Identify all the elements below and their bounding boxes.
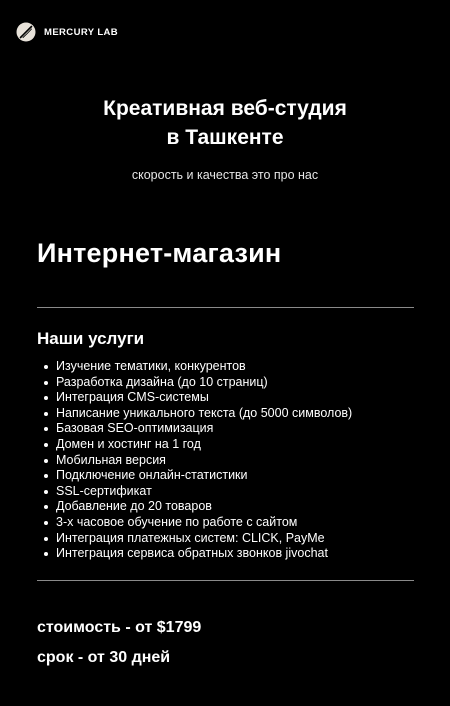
term-text: срок - от 30 дней <box>37 649 171 666</box>
service-item: Базовая SEO-оптимизация <box>40 421 352 437</box>
service-item: Интеграция сервиса обратных звонков jivochat <box>40 546 352 562</box>
hero-title <box>0 94 450 152</box>
site-header <box>16 22 118 42</box>
service-item: Разработка дизайна (до 10 страниц) <box>40 375 352 391</box>
brand-name[interactable]: MERCURY LAB <box>44 26 119 38</box>
mercury-logo-icon[interactable] <box>16 22 36 42</box>
price-text: стоимость - от $1799 <box>37 619 202 636</box>
service-item: Мобильная версия <box>40 453 352 469</box>
hero-section <box>0 94 450 182</box>
service-item: Добавление до 20 товаров <box>40 499 352 515</box>
service-item: SSL-сертификат <box>40 484 352 500</box>
services-title: Наши услуги <box>37 329 145 348</box>
product-title: Интернет-магазин <box>37 238 282 268</box>
hero-title-line-2: в Ташкенте <box>166 126 284 149</box>
service-item: 3-х часовое обучение по работе с сайтом <box>40 515 352 531</box>
divider-bottom <box>37 580 414 581</box>
service-item: Интеграция платежных систем: CLICK, PayMe <box>40 531 352 547</box>
service-item: Изучение тематики, конкурентов <box>40 359 352 375</box>
services-list <box>40 359 352 562</box>
hero-subtitle: скорость и качества это про нас <box>131 168 319 182</box>
service-item: Подключение онлайн-статистики <box>40 468 352 484</box>
service-item: Интеграция CMS-системы <box>40 390 352 406</box>
divider-top <box>37 307 414 308</box>
service-item: Написание уникального текста (до 5000 символов) <box>40 406 352 422</box>
hero-title-line-1: Креативная веб-студия <box>103 97 347 120</box>
service-item: Домен и хостинг на 1 год <box>40 437 352 453</box>
